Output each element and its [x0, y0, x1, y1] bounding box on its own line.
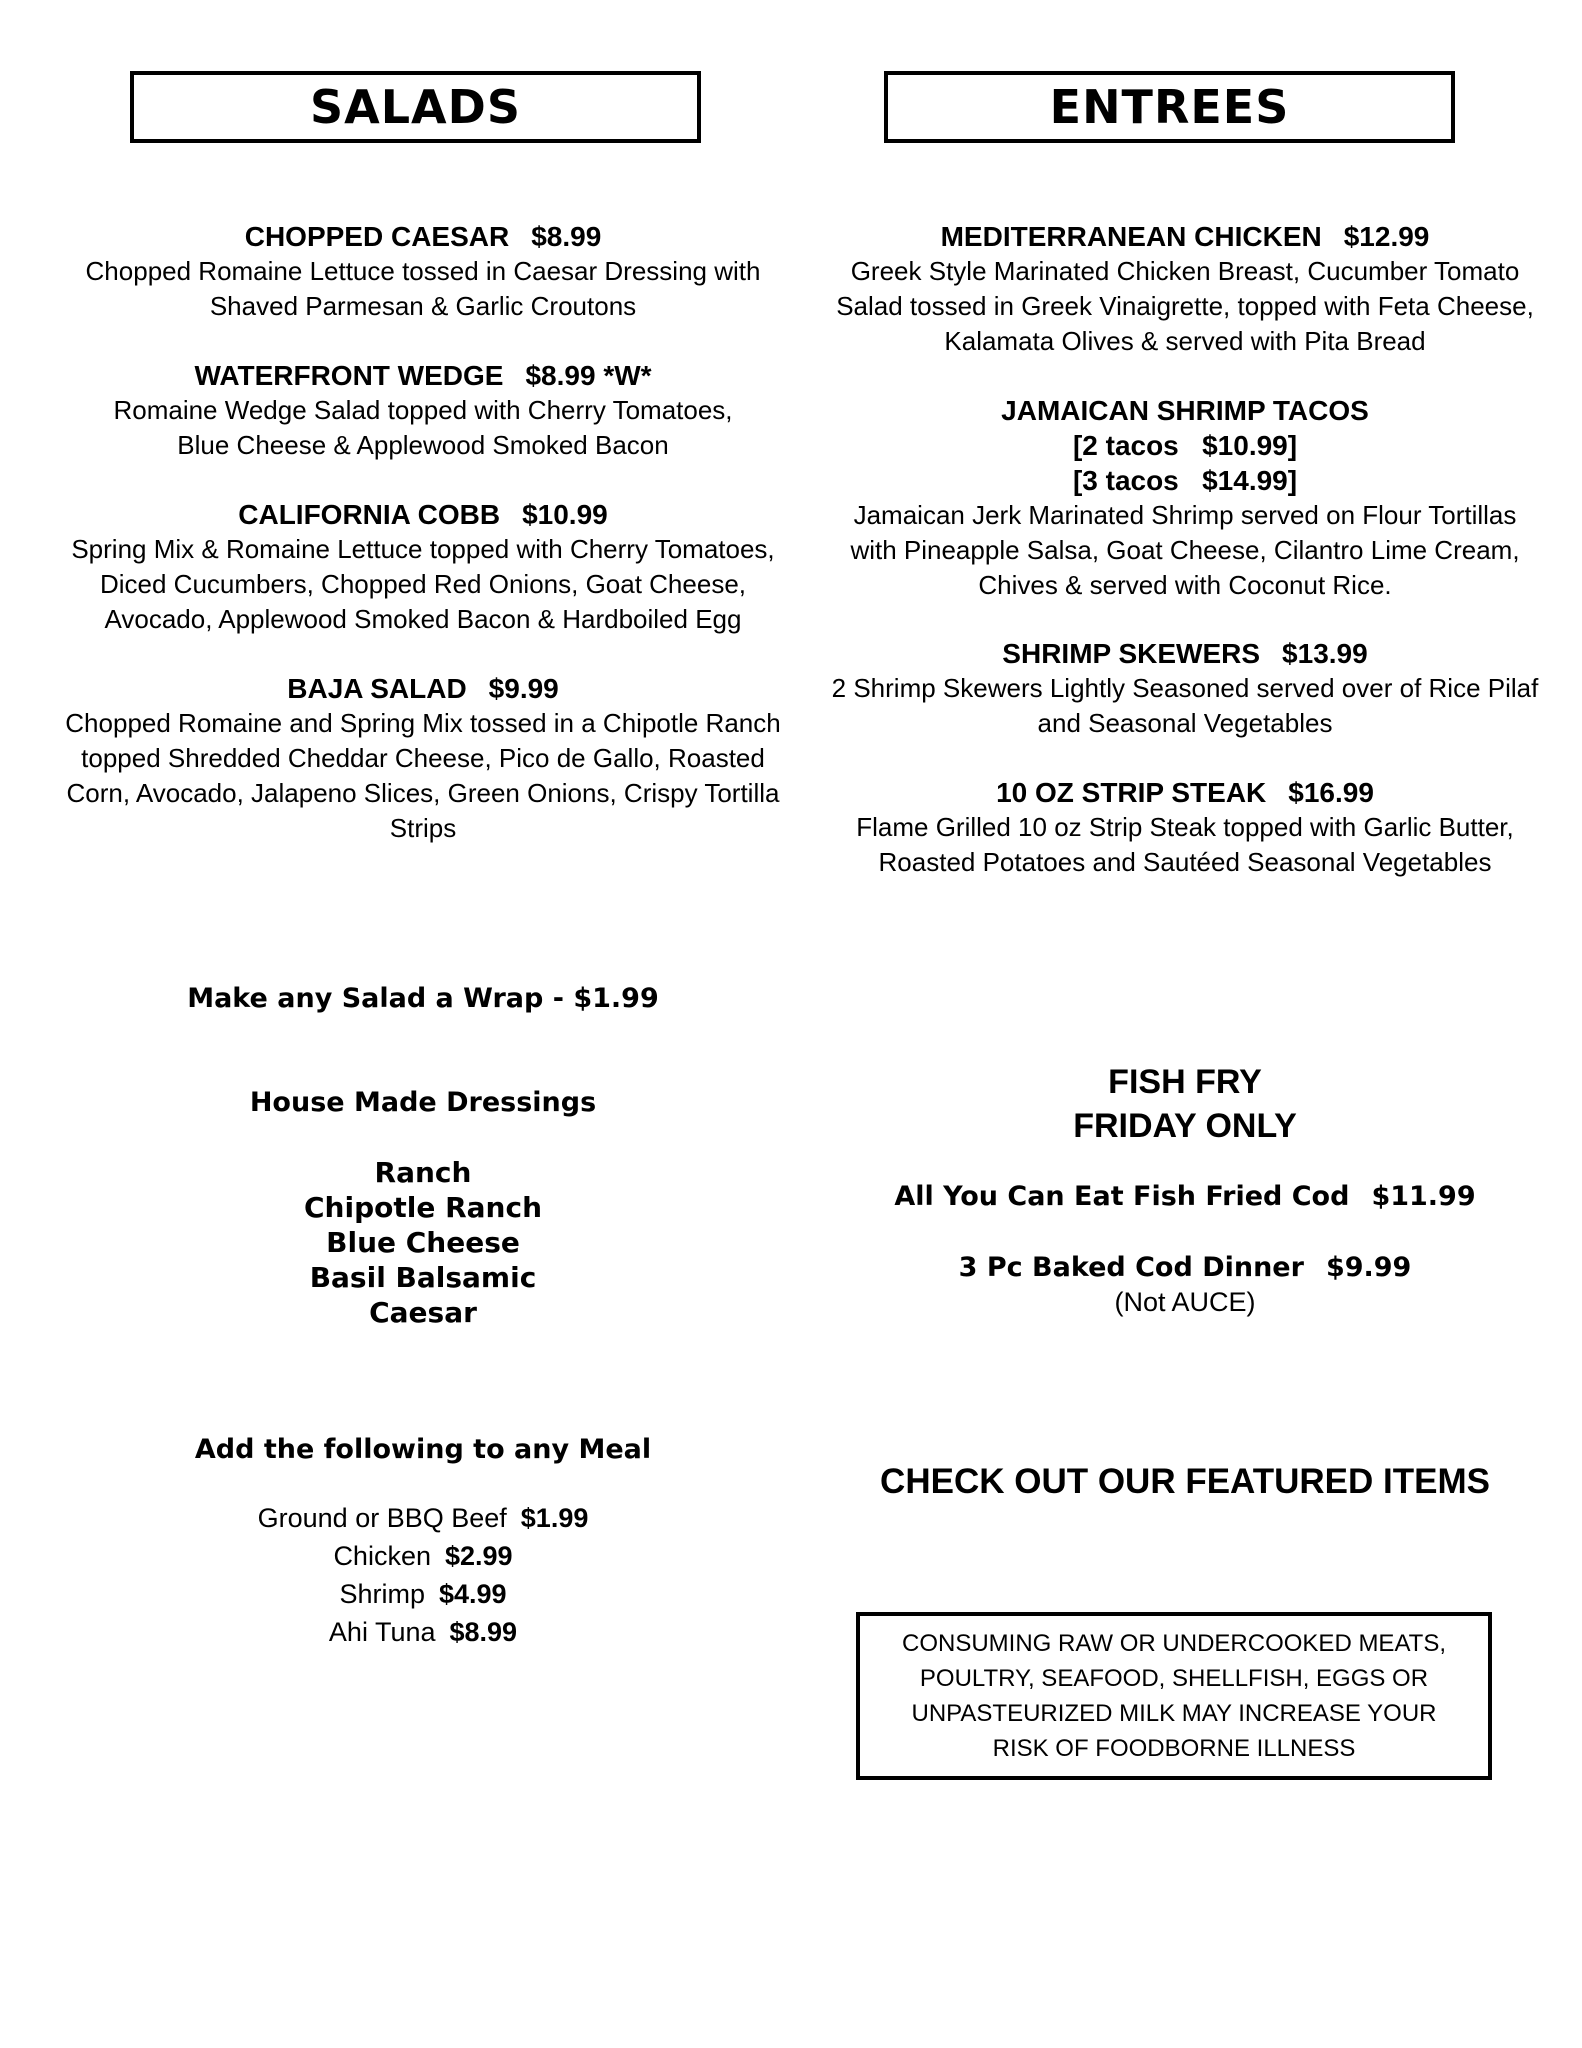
item-description: Chopped Romaine and Spring Mix tossed in a Chipotle Ranch topped Shredded Cheddar Cheese, Pico de Gallo, Roasted Corn, Avocado, Jalapeno Slices, Green Onions, Crispy Tortilla Strips — [65, 708, 781, 843]
dressing-item: Blue Cheese — [326, 1226, 520, 1259]
salad-item-waterfront-wedge — [50, 358, 796, 463]
addon-item: Shrimp $4.99 — [339, 1579, 507, 1609]
item-title: CHOPPED CAESAR $8.99 — [244, 221, 602, 252]
entrees-heading — [884, 71, 1455, 143]
salads-heading — [130, 71, 701, 143]
baked-cod-note: (Not AUCE) — [1114, 1287, 1256, 1317]
addons-title: Add the following to any Meal — [194, 1434, 652, 1465]
salad-item-california-cobb — [50, 497, 796, 637]
fish-fry-subtitle: FRIDAY ONLY — [1073, 1107, 1297, 1145]
item-description: Spring Mix & Romaine Lettuce topped with Cherry Tomatoes, Diced Cucumbers, Chopped Red Onions, Goat Cheese, Avocado, Applewood Smoked Bacon & Hardboiled Egg — [71, 534, 775, 634]
addon-item: Ahi Tuna $8.99 — [328, 1617, 518, 1647]
item-option-2-tacos: [2 tacos $10.99] — [1072, 430, 1298, 461]
featured-items-callout: CHECK OUT OUR FEATURED ITEMS — [880, 1462, 1490, 1501]
entrees-heading-label: ENTREES — [1049, 80, 1290, 134]
fish-fry-auce: All You Can Eat Fish Fried Cod $11.99 — [894, 1181, 1476, 1212]
item-option-3-tacos: [3 tacos $14.99] — [1072, 465, 1298, 496]
item-title: WATERFRONT WEDGE $8.99 *W* — [194, 360, 652, 391]
dressing-item: Ranch — [374, 1156, 472, 1189]
item-title: CALIFORNIA COBB $10.99 — [238, 499, 608, 530]
item-title: MEDITERRANEAN CHICKEN $12.99 — [940, 221, 1430, 252]
addon-item: Ground or BBQ Beef $1.99 — [257, 1503, 589, 1533]
wrap-note: Make any Salad a Wrap - $1.99 — [187, 983, 659, 1014]
item-description: Flame Grilled 10 oz Strip Steak topped with Garlic Butter, Roasted Potatoes and Sautéed Seasonal Vegetables — [856, 812, 1514, 877]
salad-item-baja-salad — [50, 671, 796, 846]
warning-text: CONSUMING RAW OR UNDERCOOKED MEATS, POULTRY, SEAFOOD, SHELLFISH, EGGS OR UNPASTEURIZED MILK MAY INCREASE YOUR RISK OF FOODBORNE ILLNESS — [901, 1630, 1447, 1762]
fish-fry-title: FISH FRY — [1108, 1063, 1262, 1101]
item-title: BAJA SALAD $9.99 — [287, 673, 559, 704]
dressings-list — [50, 1155, 796, 1330]
item-description: Romaine Wedge Salad topped with Cherry Tomatoes, Blue Cheese & Applewood Smoked Bacon — [113, 395, 733, 460]
addon-item: Chicken $2.99 — [333, 1541, 513, 1571]
dressings-title: House Made Dressings — [249, 1087, 597, 1118]
salad-item-chopped-caesar — [50, 219, 796, 324]
item-title: SHRIMP SKEWERS $13.99 — [1002, 638, 1368, 669]
entree-item-jamaican-shrimp-tacos — [812, 393, 1558, 603]
item-description: Greek Style Marinated Chicken Breast, Cucumber Tomato Salad tossed in Greek Vinaigrette, topped with Feta Cheese, Kalamata Olives & served with Pita Bread — [836, 256, 1534, 356]
addons-list — [50, 1499, 796, 1651]
dressing-item: Caesar — [369, 1296, 477, 1329]
baked-cod-line: 3 Pc Baked Cod Dinner $9.99 — [958, 1252, 1412, 1283]
entree-item-mediterranean-chicken — [812, 219, 1558, 359]
item-title: JAMAICAN SHRIMP TACOS — [1001, 395, 1369, 426]
item-description: 2 Shrimp Skewers Lightly Seasoned served over of Rice Pilaf and Seasonal Vegetables — [831, 673, 1539, 738]
fish-fry-block — [812, 1060, 1558, 1148]
item-description: Jamaican Jerk Marinated Shrimp served on Flour Tortillas with Pineapple Salsa, Goat Cheese, Cilantro Lime Cream, Chives & served with Coconut Rice. — [850, 500, 1520, 600]
item-description: Chopped Romaine Lettuce tossed in Caesar Dressing with Shaved Parmesan & Garlic Croutons — [85, 256, 761, 321]
fish-fry-baked — [812, 1252, 1558, 1321]
entree-item-strip-steak — [812, 775, 1558, 880]
dressing-item: Basil Balsamic — [309, 1261, 537, 1294]
salads-heading-label: SALADS — [310, 80, 521, 134]
dressing-item: Chipotle Ranch — [304, 1191, 542, 1224]
food-safety-warning — [856, 1612, 1492, 1780]
entree-item-shrimp-skewers — [812, 636, 1558, 741]
item-title: 10 OZ STRIP STEAK $16.99 — [996, 777, 1374, 808]
